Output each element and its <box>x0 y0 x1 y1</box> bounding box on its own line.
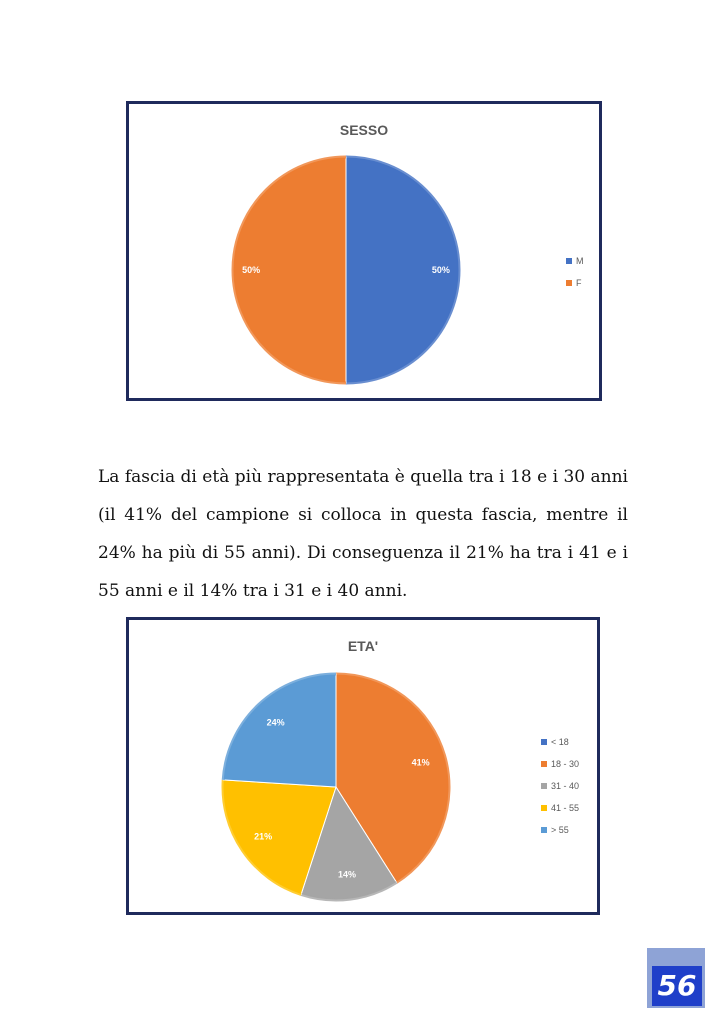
legend-item <box>566 272 584 294</box>
legend-item <box>541 819 579 841</box>
legend-label: > 55 <box>551 825 569 835</box>
chart-title: ETA' <box>347 638 379 654</box>
legend-label: 18 - 30 <box>551 759 580 769</box>
legend-swatch <box>541 827 547 833</box>
legend-item <box>541 731 579 753</box>
legend-item <box>566 250 584 272</box>
page-number: 56 <box>652 966 702 1006</box>
legend-swatch <box>566 258 572 264</box>
legend-label: F <box>576 278 582 288</box>
legend-swatch <box>541 805 547 811</box>
pie-slice <box>223 674 336 787</box>
body-paragraph: La fascia di età più rappresentata è quella tra i 18 e i 30 anni (il 41% del campione si colloca in questa fascia, mentre il 24% ha più di 55 anni). Di conseguenza il 21% ha tra i 41 e i 55 anni e il 14% tra i 31 e i 40 anni. <box>98 467 628 601</box>
eta-legend <box>541 731 579 841</box>
legend-item <box>541 797 579 819</box>
legend-swatch <box>566 280 572 286</box>
legend-label: 31 - 40 <box>551 781 580 791</box>
legend-swatch <box>541 783 547 789</box>
sesso-legend <box>566 250 584 294</box>
data-label: 21% <box>254 831 273 842</box>
legend-swatch <box>541 761 547 767</box>
chart-title: SESSO <box>339 122 389 138</box>
data-label: 50% <box>242 265 261 275</box>
sesso-pie <box>129 104 605 404</box>
data-label: 24% <box>266 717 285 728</box>
eta-chart <box>126 617 600 915</box>
legend-swatch <box>541 739 547 745</box>
data-label: 14% <box>338 869 357 880</box>
data-label: 41% <box>411 757 430 768</box>
sesso-chart <box>126 101 602 401</box>
legend-item <box>541 753 579 775</box>
legend-label: 41 - 55 <box>551 803 580 813</box>
legend-label: M <box>576 256 584 266</box>
legend-item <box>541 775 579 797</box>
eta-pie <box>129 620 603 918</box>
legend-label: < 18 <box>551 737 569 747</box>
data-label: 50% <box>431 265 450 275</box>
